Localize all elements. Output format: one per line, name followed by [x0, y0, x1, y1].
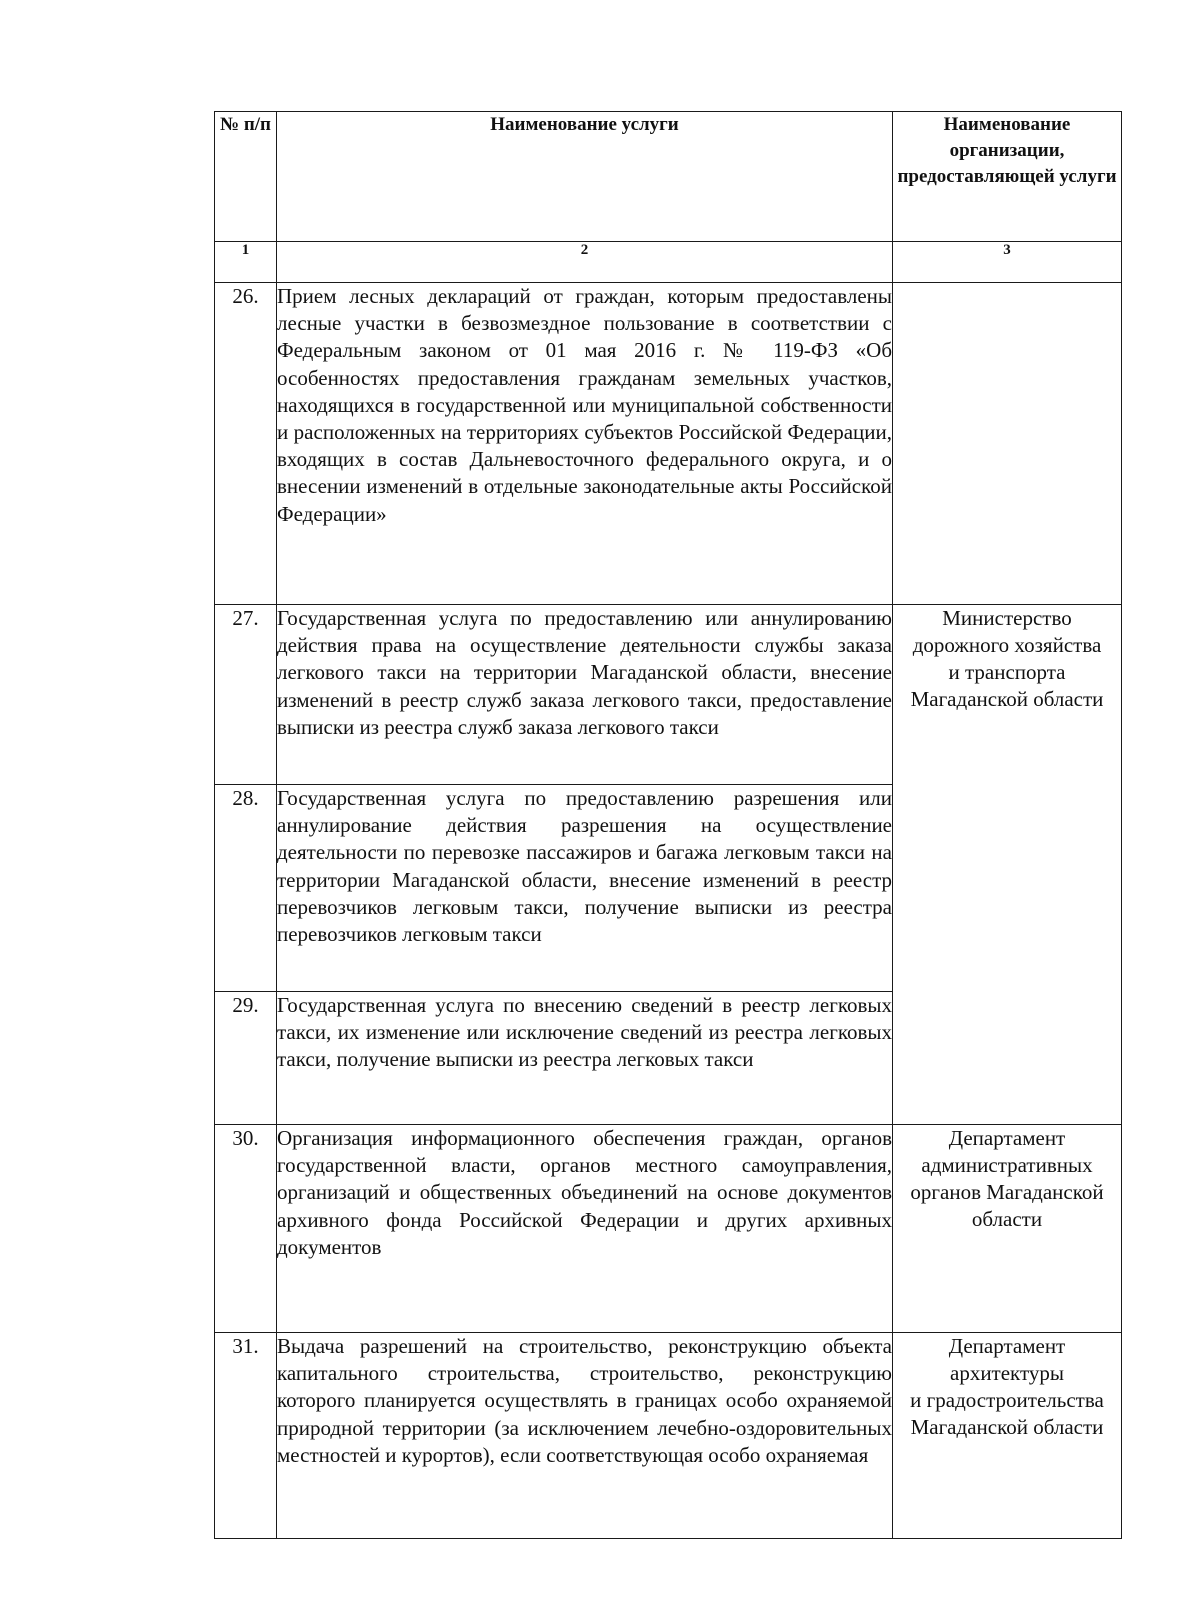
service-name: Государственная услуга по предоставлению разрешения или аннулирование действия разрешения на осуществление деятельности по перевозке пассажиров и багажа легковым такси на территории Магаданской области, внесение изменений в реестр перевозчиков легковым такси, получение выписки из реестра перевозчиков легковым такси: [277, 785, 893, 992]
table-row: [215, 605, 1122, 785]
services-table: [214, 111, 1122, 1539]
table-row: [215, 283, 1122, 605]
organization-cell-empty: [893, 283, 1122, 605]
organization-cell: [893, 605, 1122, 1125]
row-number: 26.: [215, 283, 277, 605]
column-index-3: 3: [893, 242, 1122, 283]
service-name: Прием лесных деклараций от граждан, которым предоставлены лесные участки в безвозмездное пользование в соответствии с Федеральным законом от 01 мая 2016 г. № 119-ФЗ «Об особенностях предоставления гражданам земельных участков, находящихся в государственной или муниципальной собственности и расположенных на территориях субъектов Российской Федерации, входящих в состав Дальневосточного федерального округа, и о внесении изменений в отдельные законодательные акты Российской Федерации»: [277, 283, 893, 605]
header-service-name: Наименование услуги: [277, 112, 893, 242]
service-name: Организация информационного обеспечения граждан, органов государственной власти, органов местного самоуправления, организаций и общественных объединений на основе документов архивного фонда Российской Федерации и других архивных документов: [277, 1125, 893, 1333]
organization-name: Департамент административных органов Магаданской области: [910, 1126, 1104, 1231]
column-index-row: [215, 242, 1122, 283]
table-row: [215, 1125, 1122, 1333]
row-number: 31.: [215, 1333, 277, 1539]
row-number: 29.: [215, 992, 277, 1125]
column-index-2: 2: [277, 242, 893, 283]
service-name: Государственная услуга по предоставлению или аннулированию действия права на осуществление деятельности службы заказа легкового такси на территории Магаданской области, внесение изменений в реестр служб заказа легкового такси, предоставление выписки из реестра служб заказа легкового такси: [277, 605, 893, 785]
row-number: 27.: [215, 605, 277, 785]
table-row: [215, 1333, 1122, 1539]
row-number: 30.: [215, 1125, 277, 1333]
organization-name: Департамент архитектуры и градостроительства Магаданской области: [910, 1334, 1104, 1439]
column-index-1: 1: [215, 242, 277, 283]
header-num: № п/п: [215, 112, 277, 242]
service-name: Государственная услуга по внесению сведений в реестр легковых такси, их изменение или исключение сведений из реестра легковых такси, получение выписки из реестра легковых такси: [277, 992, 893, 1125]
organization-cell: [893, 1333, 1122, 1539]
service-name: Выдача разрешений на строительство, реконструкцию объекта капитального строительства, строительство, реконструкцию которого планируется осуществлять в границах особо охраняемой природной территории (за исключением лечебно-оздоровительных местностей и курортов), если соответствующая особо охраняемая: [277, 1333, 893, 1539]
header-organization: Наименование организации, предоставляющей услуги: [893, 112, 1122, 242]
header-row: [215, 112, 1122, 242]
row-number: 28.: [215, 785, 277, 992]
organization-name: Министерство дорожного хозяйства и транспорта Магаданской области: [910, 606, 1104, 711]
organization-cell: [893, 1125, 1122, 1333]
